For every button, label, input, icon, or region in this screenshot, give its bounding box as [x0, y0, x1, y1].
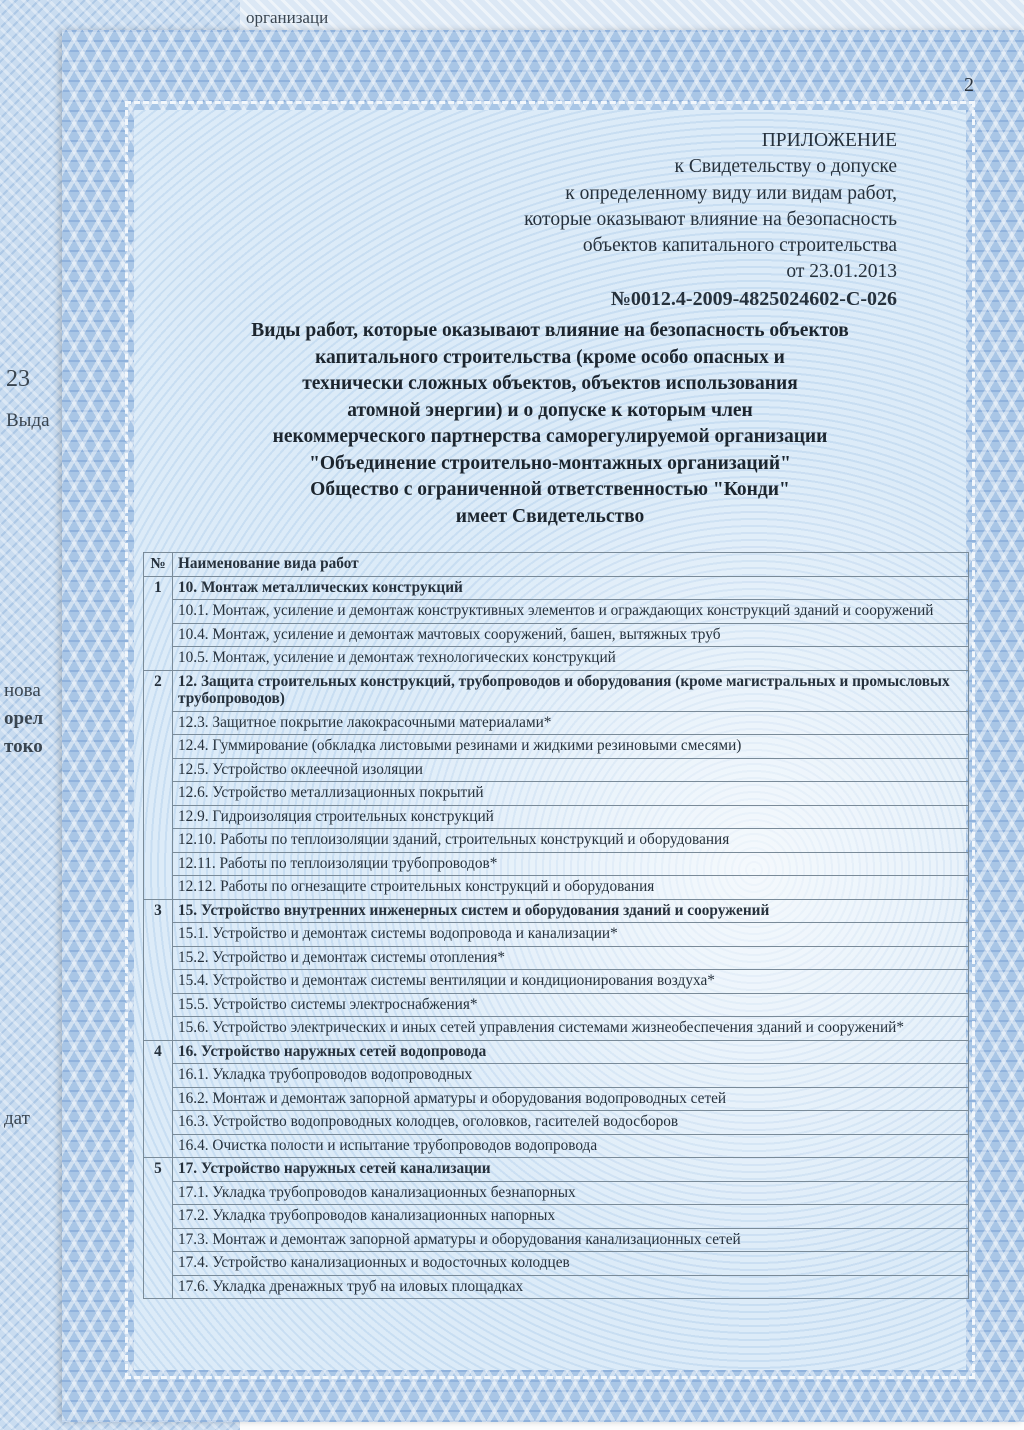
annex-header — [377, 128, 897, 312]
work-item: 12.12. Работы по огнезащите строительных конструкций и оборудования — [173, 876, 969, 900]
underlying-left-fragment: нова — [4, 680, 41, 701]
table-row — [144, 1252, 969, 1276]
group-number: 5 — [144, 1158, 173, 1299]
underlying-left-fragment: 23 — [6, 366, 30, 392]
document-heading — [170, 318, 930, 530]
certificate-number: №0012.4-2009-4825024602-С-026 — [610, 287, 897, 310]
work-item: 12.4. Гуммирование (обкладка листовыми резинами и жидкими резиновыми смесями) — [173, 735, 969, 759]
work-item: 15.6. Устройство электрических и иных сетей управления системами жизнеобеспечения зданий и сооружений* — [173, 1017, 969, 1041]
group-title: 16. Устройство наружных сетей водопровода — [173, 1040, 969, 1064]
work-item: 15.5. Устройство системы электроснабжения* — [173, 993, 969, 1017]
work-item: 12.5. Устройство оклеечной изоляции — [173, 758, 969, 782]
group-number: 4 — [144, 1040, 173, 1158]
group-number: 2 — [144, 670, 173, 899]
table-row — [144, 600, 969, 624]
group-number: 1 — [144, 576, 173, 670]
table-row — [144, 1064, 969, 1088]
work-item: 16.3. Устройство водопроводных колодцев, оголовков, гасителей водосборов — [173, 1111, 969, 1135]
group-number: 3 — [144, 899, 173, 1040]
underlying-top-fragment: организаци — [246, 8, 329, 27]
table-category-row — [144, 899, 969, 923]
heading-line: "Объединение строительно-монтажных организаций" — [309, 452, 791, 474]
table-row — [144, 711, 969, 735]
table-row — [144, 970, 969, 994]
work-item: 17.2. Укладка трубопроводов канализационных напорных — [173, 1205, 969, 1229]
group-title: 17. Устройство наружных сетей канализации — [173, 1158, 969, 1182]
heading-line: имеет Свидетельство — [455, 505, 645, 527]
heading-line: Виды работ, которые оказывают влияние на безопасность объектов — [251, 320, 849, 341]
work-item: 12.3. Защитное покрытие лакокрасочными материалами* — [173, 711, 969, 735]
annex-title: ПРИЛОЖЕНИЕ — [761, 130, 897, 151]
table-row — [144, 1017, 969, 1041]
column-header-number: № — [144, 553, 173, 577]
table-row — [144, 1087, 969, 1111]
table-row — [144, 647, 969, 671]
heading-line: капитального строительства (кроме особо опасных и — [315, 346, 785, 368]
table-row — [144, 876, 969, 900]
table-row — [144, 1134, 969, 1158]
work-item: 17.3. Монтаж и демонтаж запорной арматуры и оборудования канализационных сетей — [173, 1228, 969, 1252]
work-item: 17.1. Укладка трубопроводов канализационных безнапорных — [173, 1181, 969, 1205]
table-row — [144, 923, 969, 947]
annex-line: к Свидетельству о допуске — [674, 156, 897, 178]
work-types-table — [143, 552, 969, 1299]
underlying-left-fragment: Выда — [6, 410, 50, 431]
column-header-name: Наименование вида работ — [173, 553, 969, 577]
table-row — [144, 1228, 969, 1252]
annex-line: к определенному виду или видам работ, — [565, 182, 897, 204]
annex-line: которые оказывают влияние на безопасность — [524, 208, 897, 230]
work-item: 15.1. Устройство и демонтаж системы водопровода и канализации* — [173, 923, 969, 947]
table-category-row — [144, 576, 969, 600]
table-row — [144, 782, 969, 806]
table-row — [144, 1275, 969, 1299]
work-item: 12.11. Работы по теплоизоляции трубопроводов* — [173, 852, 969, 876]
group-title: 12. Защита строительных конструкций, трубопроводов и оборудования (кроме магистральных и промысловых трубопроводов) — [173, 670, 969, 711]
table-row — [144, 1111, 969, 1135]
work-item: 16.4. Очистка полости и испытание трубопроводов водопровода — [173, 1134, 969, 1158]
work-item: 10.4. Монтаж, усиление и демонтаж мачтовых сооружений, башен, вытяжных труб — [173, 623, 969, 647]
table-row — [144, 1181, 969, 1205]
heading-line: некоммерческого партнерства саморегулируемой организации — [272, 426, 828, 447]
table-row — [144, 852, 969, 876]
work-item: 12.6. Устройство металлизационных покрытий — [173, 782, 969, 806]
work-item: 10.1. Монтаж, усиление и демонтаж конструктивных элементов и ограждающих конструкций зданий и сооружений — [173, 600, 969, 624]
table-category-row — [144, 1158, 969, 1182]
table-category-row — [144, 670, 969, 711]
work-item: 12.10. Работы по теплоизоляции зданий, строительных конструкций и оборудования — [173, 829, 969, 853]
table-row — [144, 946, 969, 970]
table-row — [144, 758, 969, 782]
annex-date: от 23.01.2013 — [786, 261, 897, 283]
work-item: 16.1. Укладка трубопроводов водопроводных — [173, 1064, 969, 1088]
underlying-left-fragment: орел — [4, 708, 44, 729]
work-item: 17.6. Укладка дренажных труб на иловых площадках — [173, 1275, 969, 1299]
table-category-row — [144, 1040, 969, 1064]
work-item: 16.2. Монтаж и демонтаж запорной арматуры и оборудования водопроводных сетей — [173, 1087, 969, 1111]
table-row — [144, 993, 969, 1017]
underlying-left-fragment: дат — [4, 1108, 30, 1129]
work-item: 12.9. Гидроизоляция строительных конструкций — [173, 805, 969, 829]
annex-line: объектов капитального строительства — [582, 235, 897, 257]
group-title: 15. Устройство внутренних инженерных систем и оборудования зданий и сооружений — [173, 899, 969, 923]
heading-line: атомной энергии) и о допуске к которым член — [347, 399, 753, 421]
table-row — [144, 735, 969, 759]
table-row — [144, 1205, 969, 1229]
page-number: 2 — [964, 74, 974, 96]
table-row — [144, 623, 969, 647]
work-item: 10.5. Монтаж, усиление и демонтаж технологических конструкций — [173, 647, 969, 671]
heading-company: Общество с ограниченной ответственностью "Конди" — [310, 479, 790, 500]
heading-line: технически сложных объектов, объектов использования — [302, 373, 798, 394]
table-row — [144, 805, 969, 829]
group-title: 10. Монтаж металлических конструкций — [173, 576, 969, 600]
underlying-left-fragment: токо — [4, 736, 43, 757]
work-item: 17.4. Устройство канализационных и водосточных колодцев — [173, 1252, 969, 1276]
work-item: 15.2. Устройство и демонтаж системы отопления* — [173, 946, 969, 970]
work-item: 15.4. Устройство и демонтаж системы вентиляции и кондиционирования воздуха* — [173, 970, 969, 994]
table-header-row — [144, 553, 969, 577]
table-row — [144, 829, 969, 853]
